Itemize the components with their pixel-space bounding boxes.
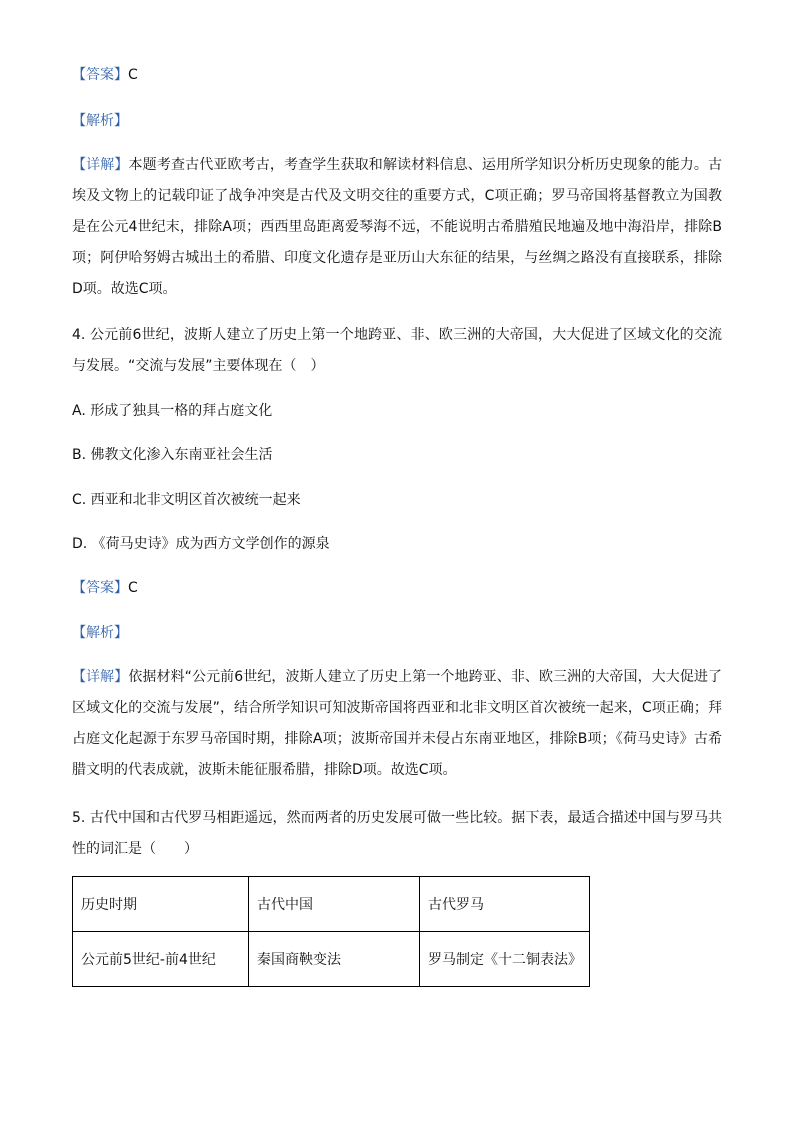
table-header-cell: 古代中国 xyxy=(249,877,420,932)
q4-answer xyxy=(72,578,138,598)
detail-label: 【详解】 xyxy=(72,157,129,173)
q4-option-a: A. 形成了独具一格的拜占庭文化 xyxy=(72,403,273,419)
q3-detail xyxy=(72,150,722,305)
table-header-cell: 历史时期 xyxy=(73,877,249,932)
q4-stem: 4. 公元前6世纪，波斯人建立了历史上第一个地跨亚、非、欧三洲的大帝国，大大促进了区域文化的交流与发展。“交流与发展”主要体现在（ ） xyxy=(72,327,722,374)
table-row xyxy=(73,932,590,987)
q4-analysis-heading xyxy=(72,623,128,643)
table-header-row xyxy=(73,877,590,932)
q4-option-b: B. 佛教文化渗入东南亚社会生活 xyxy=(72,447,273,463)
q4-option-d: D. 《荷马史诗》成为西方文学创作的源泉 xyxy=(72,536,330,552)
q4-detail xyxy=(72,662,722,786)
q5-stem: 5. 古代中国和古代罗马相距遥远，然而两者的历史发展可做一些比较。据下表，最适合描述中国与罗马共性的词汇是（ ） xyxy=(72,810,722,857)
answer-value: C xyxy=(128,580,138,596)
table-cell: 公元前5世纪-前4世纪 xyxy=(73,932,249,987)
q3-analysis-heading xyxy=(72,111,128,131)
detail-label: 【详解】 xyxy=(72,669,129,685)
detail-text: 本题考查古代亚欧考古，考查学生获取和解读材料信息、运用所学知识分析历史现象的能力。古埃及文物上的记载印证了战争冲突是古代及文明交往的重要方式，C项正确；罗马帝国将基督教立为国教是在公元4世纪末，排除A项；西西里岛距离爱琴海不远，不能说明古希腊殖民地遍及地中海沿岸，排除B项；阿伊哈努姆古城出土的希腊、印度文化遗存是亚历山大东征的结果，与丝绸之路没有直接联系，排除D项。故选C项。 xyxy=(72,157,723,297)
analysis-label: 【解析】 xyxy=(72,625,128,641)
comparison-table xyxy=(72,876,590,987)
table-cell: 罗马制定《十二铜表法》 xyxy=(420,932,590,987)
table-cell: 秦国商鞅变法 xyxy=(249,932,420,987)
detail-text: 依据材料“公元前6世纪，波斯人建立了历史上第一个地跨亚、非、欧三洲的大帝国，大大促进了区域文化的交流与发展”，结合所学知识可知波斯帝国将西亚和北非文明区首次被统一起来，C项正确；拜占庭文化起源于东罗马帝国时期，排除A项；波斯帝国并未侵占东南亚地区，排除B项；《荷马史诗》古希腊文明的代表成就，波斯未能征服希腊，排除D项。故选C项。 xyxy=(72,669,722,778)
q4-option-c: C. 西亚和北非文明区首次被统一起来 xyxy=(72,492,301,508)
q3-answer xyxy=(72,65,138,85)
answer-value: C xyxy=(128,67,138,83)
analysis-label: 【解析】 xyxy=(72,113,128,129)
answer-label: 【答案】 xyxy=(72,67,128,83)
answer-label: 【答案】 xyxy=(72,580,128,596)
table-header-cell: 古代罗马 xyxy=(420,877,590,932)
